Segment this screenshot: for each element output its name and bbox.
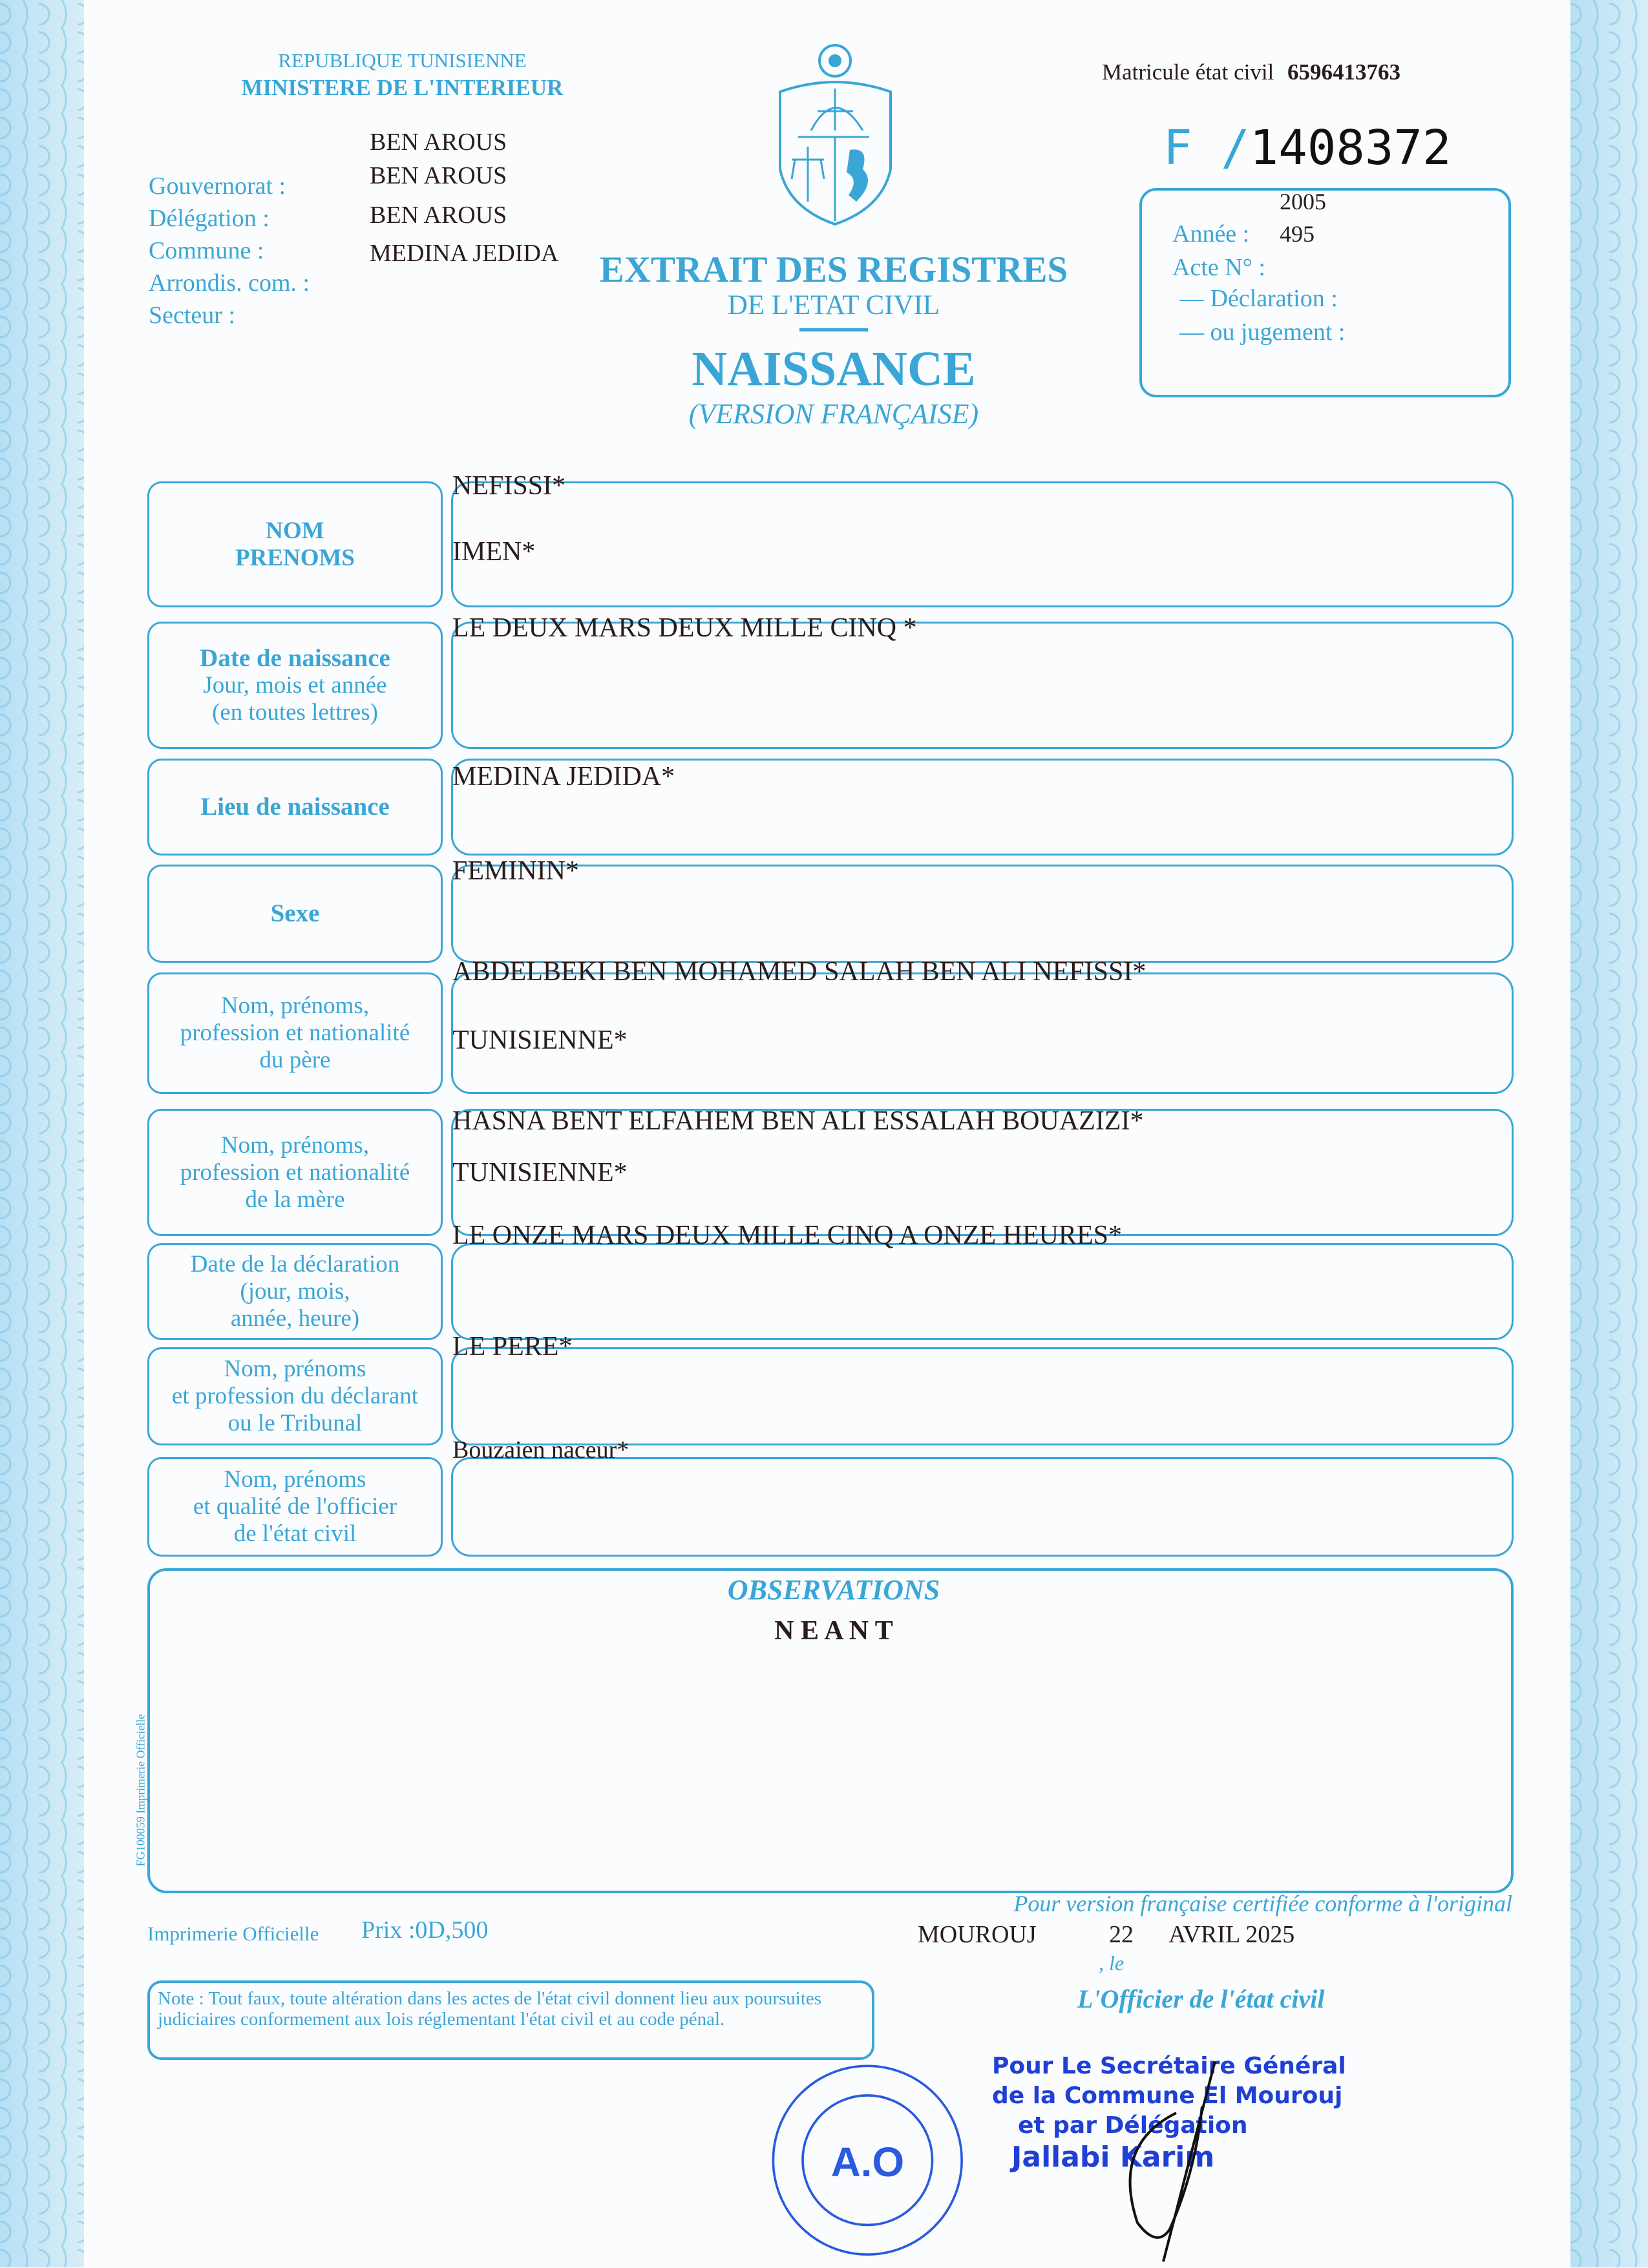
legal-note-text: Note : Tout faux, toute altération dans les actes de l'état civil donnent lieu aux poursuites judiciaires conformement aux lois réglementant l'état civil et au code pénal. [158, 1988, 822, 2030]
sexe-value: FEMININ* [452, 856, 579, 886]
printer-label: Imprimerie Officielle [147, 1922, 319, 1945]
place-value: MOUROUJ [918, 1921, 1037, 1948]
declaration-value-box [451, 1243, 1514, 1340]
officer-title: L'Officier de l'état civil [1077, 1984, 1325, 2013]
pere-label-3: du père [259, 1047, 331, 1073]
commune-value: BEN AROUS [370, 202, 507, 229]
gouvernorat-label: Gouvernorat : [149, 173, 286, 200]
stamp-line-1: Pour Le Secrétaire Général [992, 2053, 1346, 2079]
declaration-label: — Déclaration : [1179, 285, 1338, 312]
date-naissance-sub1: Jour, mois et année [203, 671, 387, 698]
arrondissement-label: Arrondis. com. : [149, 269, 310, 297]
matricule [1102, 59, 1400, 85]
delegation-value: BEN AROUS [370, 162, 507, 189]
declaration-label-3: année, heure) [230, 1305, 360, 1332]
officier-label [147, 1457, 443, 1557]
date-naissance-sub2: (en toutes lettres) [212, 698, 378, 726]
declarant-label-3: ou le Tribunal [227, 1410, 363, 1436]
officier-value: Bouzaien naceur* [452, 1436, 629, 1464]
mere-nationality-value: TUNISIENNE* [452, 1158, 628, 1188]
sexe-label [147, 865, 443, 963]
pere-nationality-value: TUNISIENNE* [452, 1025, 628, 1055]
form-code: FG100059 Imprimerie Officielle [134, 1714, 147, 1867]
secteur-label: Secteur : [149, 302, 236, 329]
stamp-line-3: et par Délégation [1018, 2112, 1248, 2139]
tunisia-coat-of-arms-emblem [772, 40, 898, 227]
declaration-label-2: (jour, mois, [240, 1278, 350, 1305]
official-stamp [756, 2061, 982, 2262]
jugement-label: — ou jugement : [1179, 319, 1346, 346]
mere-name-value: HASNA BENT ELFAHEM BEN ALI ESSALAH BOUAZIZI* [452, 1106, 1144, 1136]
mere-label-2: profession et nationalité [180, 1159, 410, 1186]
date-naissance-label [147, 622, 443, 749]
certified-label: Pour version française certifiée conforme à l'original [1013, 1891, 1512, 1916]
prenoms-label: PRENOMS [235, 544, 355, 571]
pere-label-2: profession et nationalité [180, 1020, 410, 1046]
declarant-value: LE PERE* [452, 1332, 573, 1361]
declarant-label-2: et profession du déclarant [171, 1383, 419, 1409]
mere-label-3: de la mère [245, 1186, 345, 1213]
le-label: , le [1099, 1951, 1125, 1975]
officier-label-3: de l'état civil [233, 1520, 357, 1547]
matricule-label: Matricule état civil [1102, 59, 1274, 85]
observations-value: N E A N T [774, 1616, 893, 1646]
nom-value: NEFISSI* [452, 471, 566, 501]
officier-value-box [451, 1457, 1514, 1557]
prenoms-value: IMEN* [452, 537, 536, 567]
title-version: (VERSION FRANÇAISE) [688, 398, 979, 430]
title-extrait: EXTRAIT DES REGISTRES [599, 249, 1068, 290]
stamp-center-text: A.O [830, 2138, 905, 2185]
officier-label-2: et qualité de l'officier [193, 1493, 397, 1520]
legal-note [147, 1980, 874, 2060]
matricule-value: 6596413763 [1287, 59, 1401, 85]
title-etat-civil: DE L'ETAT CIVIL [727, 290, 940, 320]
pere-label-1: Nom, prénoms, [220, 992, 370, 1019]
pere-label [147, 972, 443, 1094]
nom-value-box [451, 481, 1514, 607]
title-naissance: NAISSANCE [692, 342, 976, 396]
nom-label: NOM [266, 517, 324, 544]
commune-label: Commune : [149, 237, 264, 264]
declaration-label-1: Date de la déclaration [190, 1251, 400, 1277]
price-label: Prix :0D,500 [361, 1916, 489, 1944]
officier-label-1: Nom, prénoms [224, 1466, 366, 1493]
declarant-label [147, 1347, 443, 1445]
pere-name-value: ABDELBEKI BEN MOHAMED SALAH BEN ALI NEFISSI* [452, 957, 1146, 987]
mere-label-1: Nom, prénoms, [220, 1131, 370, 1159]
declarant-label-1: Nom, prénoms [224, 1356, 366, 1382]
mere-label [147, 1109, 443, 1236]
annee-label: Année : [1172, 220, 1250, 247]
gouvernorat-value: BEN AROUS [370, 129, 507, 156]
lieu-naissance-label [147, 759, 443, 856]
nom-prenoms-label [147, 481, 443, 607]
date-naissance-title: Date de naissance [200, 644, 390, 672]
declarant-value-box [451, 1347, 1514, 1445]
arrondissement-value: MEDINA JEDIDA [370, 240, 559, 267]
annee-value: 2005 [1280, 189, 1326, 215]
left-guilloche-border [0, 0, 84, 2267]
day-value: 22 [1109, 1921, 1134, 1948]
delegation-label: Délégation : [149, 205, 269, 232]
ministry-label: MINISTERE DE L'INTERIEUR [241, 75, 564, 100]
handwritten-signature [1099, 2055, 1267, 2268]
title-divider [799, 328, 868, 331]
declaration-date-value: LE ONZE MARS DEUX MILLE CINQ A ONZE HEURES* [452, 1221, 1122, 1250]
right-guilloche-border [1570, 0, 1648, 2267]
lieu-label-text: Lieu de naissance [200, 793, 390, 821]
republic-label: REPUBLIQUE TUNISIENNE [278, 49, 527, 72]
date-naissance-value: LE DEUX MARS DEUX MILLE CINQ * [452, 613, 917, 643]
stamp-line-2: de la Commune El Mourouj [992, 2083, 1343, 2109]
sexe-value-box [451, 865, 1514, 963]
observations-label: OBSERVATIONS [727, 1574, 940, 1606]
lieu-value: MEDINA JEDIDA* [452, 762, 675, 792]
acte-number-value: 495 [1280, 221, 1315, 247]
serial-prefix: F / [1163, 120, 1250, 176]
declaration-date-label [147, 1243, 443, 1340]
month-year-value: AVRIL 2025 [1168, 1921, 1295, 1948]
acte-label: Acte N° : [1172, 254, 1265, 281]
stamp-line-4: Jallabi Karim [1011, 2141, 1215, 2174]
serial-number [1163, 120, 1452, 176]
sexe-label-text: Sexe [270, 899, 320, 927]
serial-value: 1408372 [1249, 120, 1452, 176]
